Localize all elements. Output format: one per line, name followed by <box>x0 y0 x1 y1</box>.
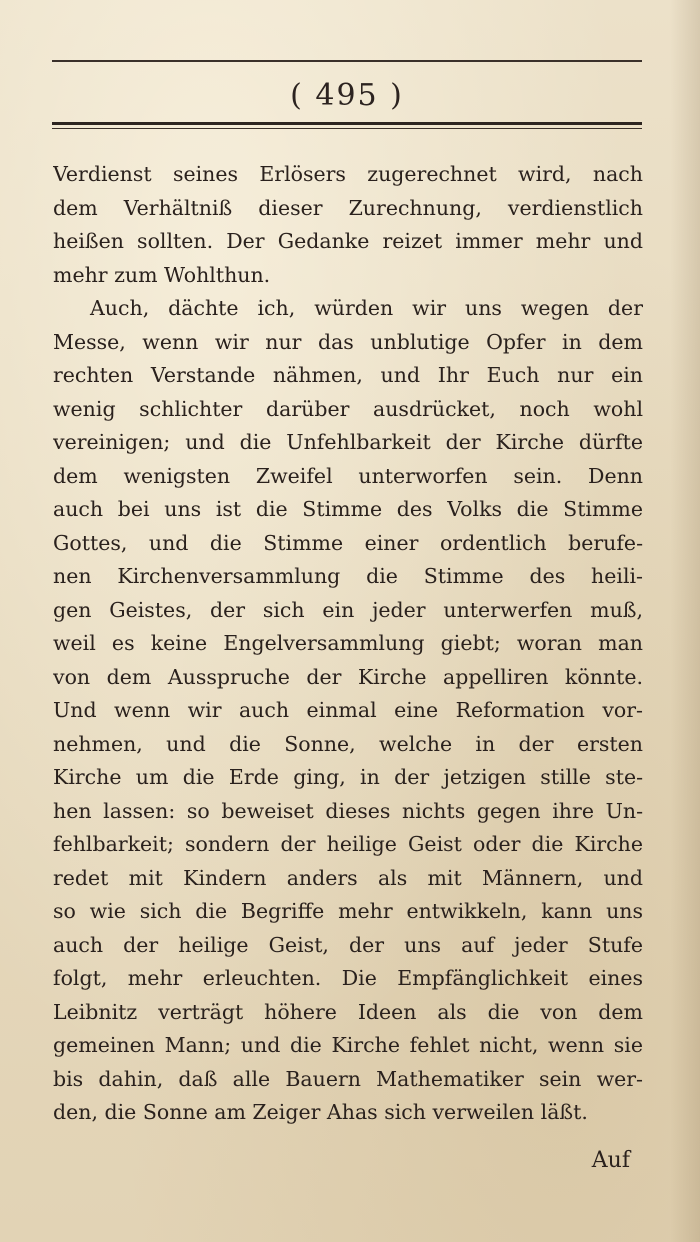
text-line: redet mit Kindern anders als mit Männern, und <box>53 865 643 890</box>
text-line: Verdienst seines Erlösers zugerechnet wird, nach <box>53 162 643 186</box>
text-line: Gottes, und die Stimme einer ordentlich berufe- <box>53 530 643 555</box>
text-line: Und wenn wir auch einmal eine Reformation vor- <box>53 698 643 722</box>
text-line: den, die Sonne am Zeiger Ahas sich verweilen läßt. <box>53 1100 588 1124</box>
text-line: nen Kirchenversammlung die Stimme des heili- <box>53 564 643 588</box>
text-line: fehlbarkeit; sondern der heilige Geist oder die Kirche <box>53 832 643 856</box>
text-line: gemeinen Mann; und die Kirche fehlet nicht, wenn sie <box>53 1033 643 1057</box>
text-line: auch bei uns ist die Stimme des Volks die Stimme <box>53 497 643 521</box>
text-line: bis dahin, daß alle Bauern Mathematiker sein wer- <box>53 1066 643 1091</box>
text-line: so wie sich die Begriffe mehr entwikkeln, kann uns <box>53 899 643 923</box>
top-rule <box>52 60 642 62</box>
header-rule-thick <box>52 122 642 125</box>
text-line: dem Verhältniß dieser Zurechnung, verdienstlich <box>53 195 643 220</box>
text-line: Auch, dächte ich, würden wir uns wegen der <box>90 296 643 320</box>
text-line: mehr zum Wohlthun. <box>53 262 271 287</box>
text-line: vereinigen; und die Unfehlbarkeit der Kirche dürfte <box>53 430 643 454</box>
body-text <box>53 158 643 1130</box>
text-line: nehmen, und die Sonne, welche in der ersten <box>53 731 643 756</box>
text-line: gen Geistes, der sich ein jeder unterwerfen muß, <box>53 597 643 622</box>
text-line: dem wenigsten Zweifel unterworfen sein. Denn <box>53 463 643 488</box>
text-line: Messe, wenn wir nur das unblutige Opfer in dem <box>53 329 643 354</box>
header-double-rule <box>52 122 642 130</box>
text-line: rechten Verstande nähmen, und Ihr Euch nur ein <box>53 363 643 387</box>
text-line: von dem Ausspruche der Kirche appelliren könnte. <box>53 664 643 689</box>
text-line: heißen sollten. Der Gedanke reizet immer mehr und <box>53 229 643 253</box>
text-line: weil es keine Engelversammlung giebt; woran man <box>53 631 643 655</box>
page-edge-shadow <box>670 0 700 1242</box>
header-rule-thin <box>52 128 642 129</box>
text-line: folgt, mehr erleuchten. Die Empfänglichkeit eines <box>53 966 643 990</box>
catchword: Auf <box>591 1148 630 1173</box>
text-line: wenig schlichter darüber ausdrücket, noch wohl <box>53 396 643 421</box>
page-number: ( 495 ) <box>290 78 404 113</box>
text-line: Kirche um die Erde ging, in der jetzigen stille ste- <box>53 765 643 789</box>
text-line: Leibnitz verträgt höhere Ideen als die von dem <box>53 999 643 1024</box>
text-line: hen lassen: so beweiset dieses nichts gegen ihre Un- <box>53 798 643 823</box>
text-line: auch der heilige Geist, der uns auf jeder Stufe <box>53 932 643 957</box>
